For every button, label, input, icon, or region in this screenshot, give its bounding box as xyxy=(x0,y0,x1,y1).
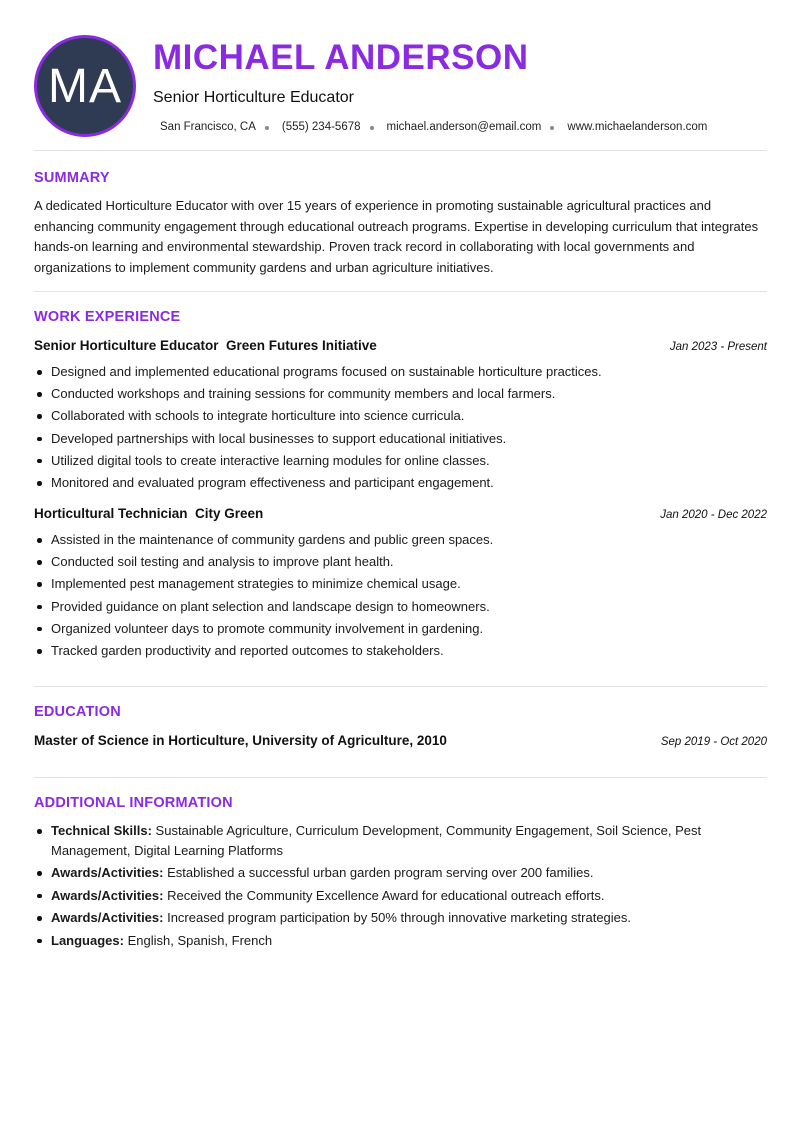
summary-heading: SUMMARY xyxy=(34,170,110,186)
candidate-name: MICHAEL ANDERSON xyxy=(153,38,529,77)
list-item: Organized volunteer days to promote community involvement in gardening. xyxy=(34,618,769,640)
contact-location: San Francisco, CA xyxy=(160,121,256,133)
item-label: Awards/Activities: xyxy=(51,887,164,903)
list-item xyxy=(34,863,769,883)
experience-heading: WORK EXPERIENCE xyxy=(34,309,181,325)
item-text: English, Spanish, French xyxy=(127,932,273,948)
separator-dot xyxy=(550,126,554,130)
education-heading: EDUCATION xyxy=(34,704,121,720)
additional-list xyxy=(34,821,769,953)
list-item: Monitored and evaluated program effectiveness and participant engagement. xyxy=(34,472,769,494)
separator-dot xyxy=(370,126,374,130)
job-bullets xyxy=(34,361,769,494)
list-item: Conducted soil testing and analysis to improve plant health. xyxy=(34,551,769,573)
job-header xyxy=(34,338,767,353)
list-item xyxy=(34,908,769,928)
item-label: Languages: xyxy=(51,932,124,948)
list-item: Provided guidance on plant selection and landscape design to homeowners. xyxy=(34,596,769,618)
list-item xyxy=(34,886,769,906)
list-item: Utilized digital tools to create interactive learning modules for online classes. xyxy=(34,450,769,472)
item-label: Awards/Activities: xyxy=(51,865,164,880)
education-degree: Master of Science in Horticulture, University of Agriculture, 2010 xyxy=(34,733,447,748)
list-item xyxy=(34,931,769,951)
avatar-initials: MA xyxy=(48,59,122,113)
list-item: Tracked garden productivity and reported outcomes to stakeholders. xyxy=(34,640,769,662)
divider xyxy=(34,150,767,151)
divider xyxy=(34,777,767,778)
item-text: Increased program participation by 50% through innovative marketing strategies. xyxy=(167,910,632,925)
item-label: Technical Skills: xyxy=(51,823,152,838)
contact-phone: (555) 234-5678 xyxy=(281,121,361,133)
contact-email[interactable]: michael.anderson@email.com xyxy=(386,121,542,133)
job-dates: Jan 2020 - Dec 2022 xyxy=(660,509,767,521)
job-dates: Jan 2023 - Present xyxy=(669,341,767,353)
item-text: Sustainable Agriculture, Curriculum Development, Community Engagement, Soil Science, Pest Management, Digital Learning Platforms xyxy=(51,823,702,858)
list-item: Collaborated with schools to integrate horticulture into science curricula. xyxy=(34,405,769,427)
education-dates: Sep 2019 - Oct 2020 xyxy=(660,736,767,748)
item-label: Awards/Activities: xyxy=(51,910,164,925)
list-item: Conducted workshops and training sessions for community members and local farmers. xyxy=(34,383,769,405)
divider xyxy=(34,686,767,687)
job-header xyxy=(34,506,767,521)
job-role: Senior Horticulture Educator Green Futures Initiative xyxy=(34,338,377,353)
list-item: Designed and implemented educational programs focused on sustainable horticulture practices. xyxy=(34,361,769,383)
additional-heading: ADDITIONAL INFORMATION xyxy=(34,795,233,811)
separator-dot xyxy=(265,126,269,130)
avatar xyxy=(34,35,136,137)
job-role: Horticultural Technician City Green xyxy=(34,506,264,521)
summary-text: A dedicated Horticulture Educator with over 15 years of experience in promoting sustainable agricultural practices and enhancing community engagement through educational outreach programs. Expertise in developing curriculum that integrates hands-on learning and environmental stewardship. Proven track record in collaborating with local governments and organizations to implement community gardens and urban agriculture initiatives. xyxy=(34,198,759,275)
contact-bar xyxy=(160,121,707,133)
contact-website[interactable]: www.michaelanderson.com xyxy=(567,121,708,133)
education-entry xyxy=(34,733,767,748)
divider xyxy=(34,291,767,292)
list-item: Developed partnerships with local businesses to support educational initiatives. xyxy=(34,428,769,450)
list-item: Implemented pest management strategies to minimize chemical usage. xyxy=(34,573,769,595)
item-text: Established a successful urban garden program serving over 200 families. xyxy=(167,865,594,880)
candidate-title: Senior Horticulture Educator xyxy=(153,89,354,106)
job-bullets xyxy=(34,529,769,662)
list-item: Assisted in the maintenance of community gardens and public green spaces. xyxy=(34,529,769,551)
item-text: Received the Community Excellence Award for educational outreach efforts. xyxy=(167,887,605,903)
list-item xyxy=(34,821,769,860)
